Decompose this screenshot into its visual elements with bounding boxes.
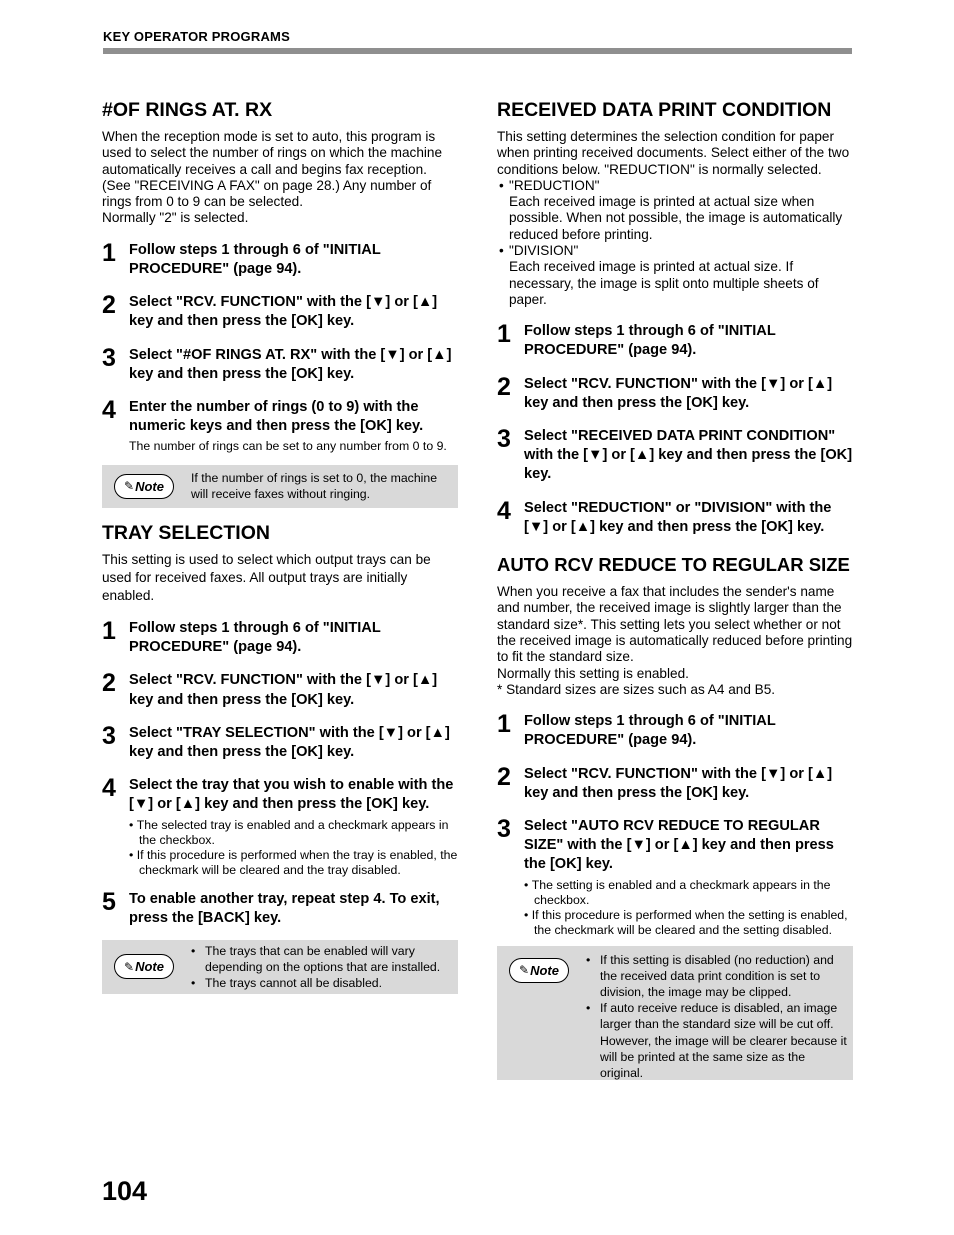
step-list <box>497 712 853 937</box>
step <box>102 721 458 762</box>
condition-label: "REDUCTION" <box>509 177 600 193</box>
step-number: 3 <box>497 814 511 843</box>
section-rings <box>102 98 458 508</box>
step-number: 2 <box>102 669 116 698</box>
section-received-data-print <box>497 98 853 537</box>
step <box>102 671 458 709</box>
step-text: Select "#OF RINGS AT. RX" with the [▼] or [▲] key and then press the [OK] key. <box>129 346 452 382</box>
step-number: 2 <box>497 372 511 401</box>
step-sub-item: • The setting is enabled and a checkmark appears in the checkbox. <box>524 878 853 908</box>
section-intro <box>102 129 458 227</box>
footnote: * Standard sizes are sizes such as A4 and B5. <box>497 681 776 697</box>
intro-paragraph: When you receive a fax that includes the sender's name and number, the received image is slightly larger than the standard size*. This setting lets you select whether or not the received image is automatically reduced before printing to fit the standard size. <box>497 584 853 665</box>
note-list <box>191 943 456 992</box>
section-title: RECEIVED DATA PRINT CONDITION <box>497 99 832 121</box>
intro-paragraph: Normally this setting is enabled. <box>497 665 689 681</box>
pencil-icon: ✎ <box>124 479 135 494</box>
note-list <box>586 952 848 1082</box>
step-text: Select "RECEIVED DATA PRINT CONDITION" with the [▼] or [▲] key and then press the [OK] key. <box>524 428 853 483</box>
condition-desc: Each received image is printed at actual size when possible. When not possible, the image is automatically reduced before printing. <box>509 194 843 242</box>
step-subnote: The number of rings can be set to any number from 0 to 9. <box>129 439 447 454</box>
step-sub-list <box>524 878 853 938</box>
note-box <box>497 946 853 1080</box>
header-rule <box>103 48 852 54</box>
condition-item <box>497 178 853 243</box>
note-box <box>102 940 458 994</box>
step-number: 4 <box>102 396 116 424</box>
step-number: 3 <box>102 721 116 750</box>
note-badge <box>114 954 174 979</box>
section-intro: This setting determines the selection condition for paper when printing received documents. Select either of the two conditions below. "REDUCTION" is normally selected. <box>497 129 850 177</box>
step-number: 3 <box>102 343 116 372</box>
step-number: 1 <box>102 616 116 645</box>
step-sub-item: • If this procedure is performed when the setting is enabled, the checkmark will be cleared and the setting disabled. <box>524 908 853 938</box>
section-auto-rcv-reduce <box>497 553 853 1080</box>
running-header: KEY OPERATOR PROGRAMS <box>103 29 290 44</box>
intro-paragraph: Normally "2" is selected. <box>102 210 249 226</box>
step <box>102 887 458 928</box>
step-number: 1 <box>497 320 511 349</box>
step-number: 1 <box>102 238 116 267</box>
step-text: Follow steps 1 through 6 of "INITIAL PROCEDURE" (page 94). <box>129 619 381 656</box>
note-item: • If auto receive reduce is disabled, an image larger than the standard size will be cut off. However, the image will be clearer because it will be printed at the same size as the original. <box>586 1000 848 1081</box>
note-item: • The trays that can be enabled will vary depending on the options that are installed. <box>191 943 456 975</box>
pencil-icon: ✎ <box>519 963 530 978</box>
step-text: Select "RCV. FUNCTION" with the [▼] or [▲] key and then press the [OK] key. <box>129 672 438 708</box>
step-text: Select the tray that you wish to enable with the [▼] or [▲] key and then press the [OK] key. <box>129 777 454 813</box>
bullet-mark: • <box>499 243 504 259</box>
note-item: • If this setting is disabled (no reduction) and the received data print condition is set to division, the image may be clipped. <box>586 952 848 1001</box>
step <box>497 712 853 750</box>
note-box <box>102 465 458 508</box>
left-column <box>102 98 458 994</box>
step-text: Follow steps 1 through 6 of "INITIAL PROCEDURE" (page 94). <box>524 323 776 359</box>
note-badge <box>114 474 174 499</box>
step-number: 4 <box>102 774 116 803</box>
step <box>102 238 458 279</box>
step-text: Select "AUTO RCV REDUCE TO REGULAR SIZE" with the [▼] or [▲] key and then press the [OK] key. <box>524 817 834 873</box>
step-text: Enter the number of rings (0 to 9) with the numeric keys and then press the [OK] key. <box>129 399 424 435</box>
step-text: Select "RCV. FUNCTION" with the [▼] or [▲] key and then press the [OK] key. <box>129 294 438 330</box>
step <box>102 293 458 331</box>
section-intro <box>102 551 458 605</box>
step-text: Select "REDUCTION" or "DIVISION" with the [▼] or [▲] key and then press the [OK] key. <box>524 499 832 535</box>
step-number: 5 <box>102 887 116 916</box>
step-list <box>497 322 853 537</box>
section-tray-selection <box>102 521 458 994</box>
section-title: #OF RINGS AT. RX <box>102 99 273 121</box>
step-sub-list <box>129 818 458 878</box>
section-intro <box>497 584 853 698</box>
step <box>102 616 458 657</box>
step <box>102 398 458 455</box>
step-sub-item: • The selected tray is enabled and a checkmark appears in the checkbox. <box>129 818 458 848</box>
section-title: TRAY SELECTION <box>102 521 270 544</box>
note-badge <box>509 958 569 983</box>
condition-label: "DIVISION" <box>509 243 579 259</box>
step-list <box>102 616 458 928</box>
step-number: 4 <box>497 496 511 525</box>
step <box>497 814 853 938</box>
step-number: 2 <box>102 291 116 320</box>
step-text: To enable another tray, repeat step 4. To exit, press the [BACK] key. <box>129 890 440 926</box>
note-badge-label: Note <box>135 478 164 494</box>
step-sub-item: • If this procedure is performed when the tray is enabled, the checkmark will be cleared and the tray disabled. <box>129 848 458 878</box>
step <box>102 343 458 384</box>
note-text: If the number of rings is set to 0, the machine will receive faxes without ringing. <box>191 471 438 502</box>
pencil-icon: ✎ <box>124 959 135 974</box>
bullet-mark: • <box>499 177 504 193</box>
step-number: 2 <box>497 762 511 791</box>
right-column <box>497 98 853 1080</box>
step <box>497 427 853 485</box>
note-badge-label: Note <box>135 959 164 975</box>
condition-item <box>497 243 853 308</box>
note-item: • The trays cannot all be disabled. <box>191 975 456 991</box>
intro-paragraph: When the reception mode is set to auto, this program is used to select the number of rings on which the machine automatically receives a call and begins fax reception. (See "RECEIVING A FAX" on page 28.) Any number of rings from 0 to 9 can be selected. <box>102 129 443 210</box>
step-number: 1 <box>497 710 511 739</box>
step <box>497 372 853 413</box>
step-text: Select "RCV. FUNCTION" with the [▼] or [▲] key and then press the [OK] key. <box>524 375 833 411</box>
step-text: Follow steps 1 through 6 of "INITIAL PROCEDURE" (page 94). <box>129 241 381 277</box>
section-title: AUTO RCV REDUCE TO REGULAR SIZE <box>497 554 850 576</box>
step-list <box>102 238 458 455</box>
condition-desc: Each received image is printed at actual size. If necessary, the image is split onto multiple sheets of paper. <box>509 259 819 307</box>
intro-paragraph: This setting is used to select which output trays can be used for received faxes. All output trays are initially enabled. <box>102 551 431 603</box>
condition-list <box>497 178 853 308</box>
step-text: Select "TRAY SELECTION" with the [▼] or [▲] key and then press the [OK] key. <box>129 724 450 760</box>
step <box>497 762 853 803</box>
step-text: Select "RCV. FUNCTION" with the [▼] or [▲] key and then press the [OK] key. <box>524 765 833 801</box>
step-text: Follow steps 1 through 6 of "INITIAL PROCEDURE" (page 94). <box>524 713 776 749</box>
step <box>497 496 853 537</box>
step <box>102 776 458 877</box>
step <box>497 322 853 360</box>
page-number: 104 <box>102 1176 148 1206</box>
step-number: 3 <box>497 425 511 454</box>
note-badge-label: Note <box>530 962 559 978</box>
